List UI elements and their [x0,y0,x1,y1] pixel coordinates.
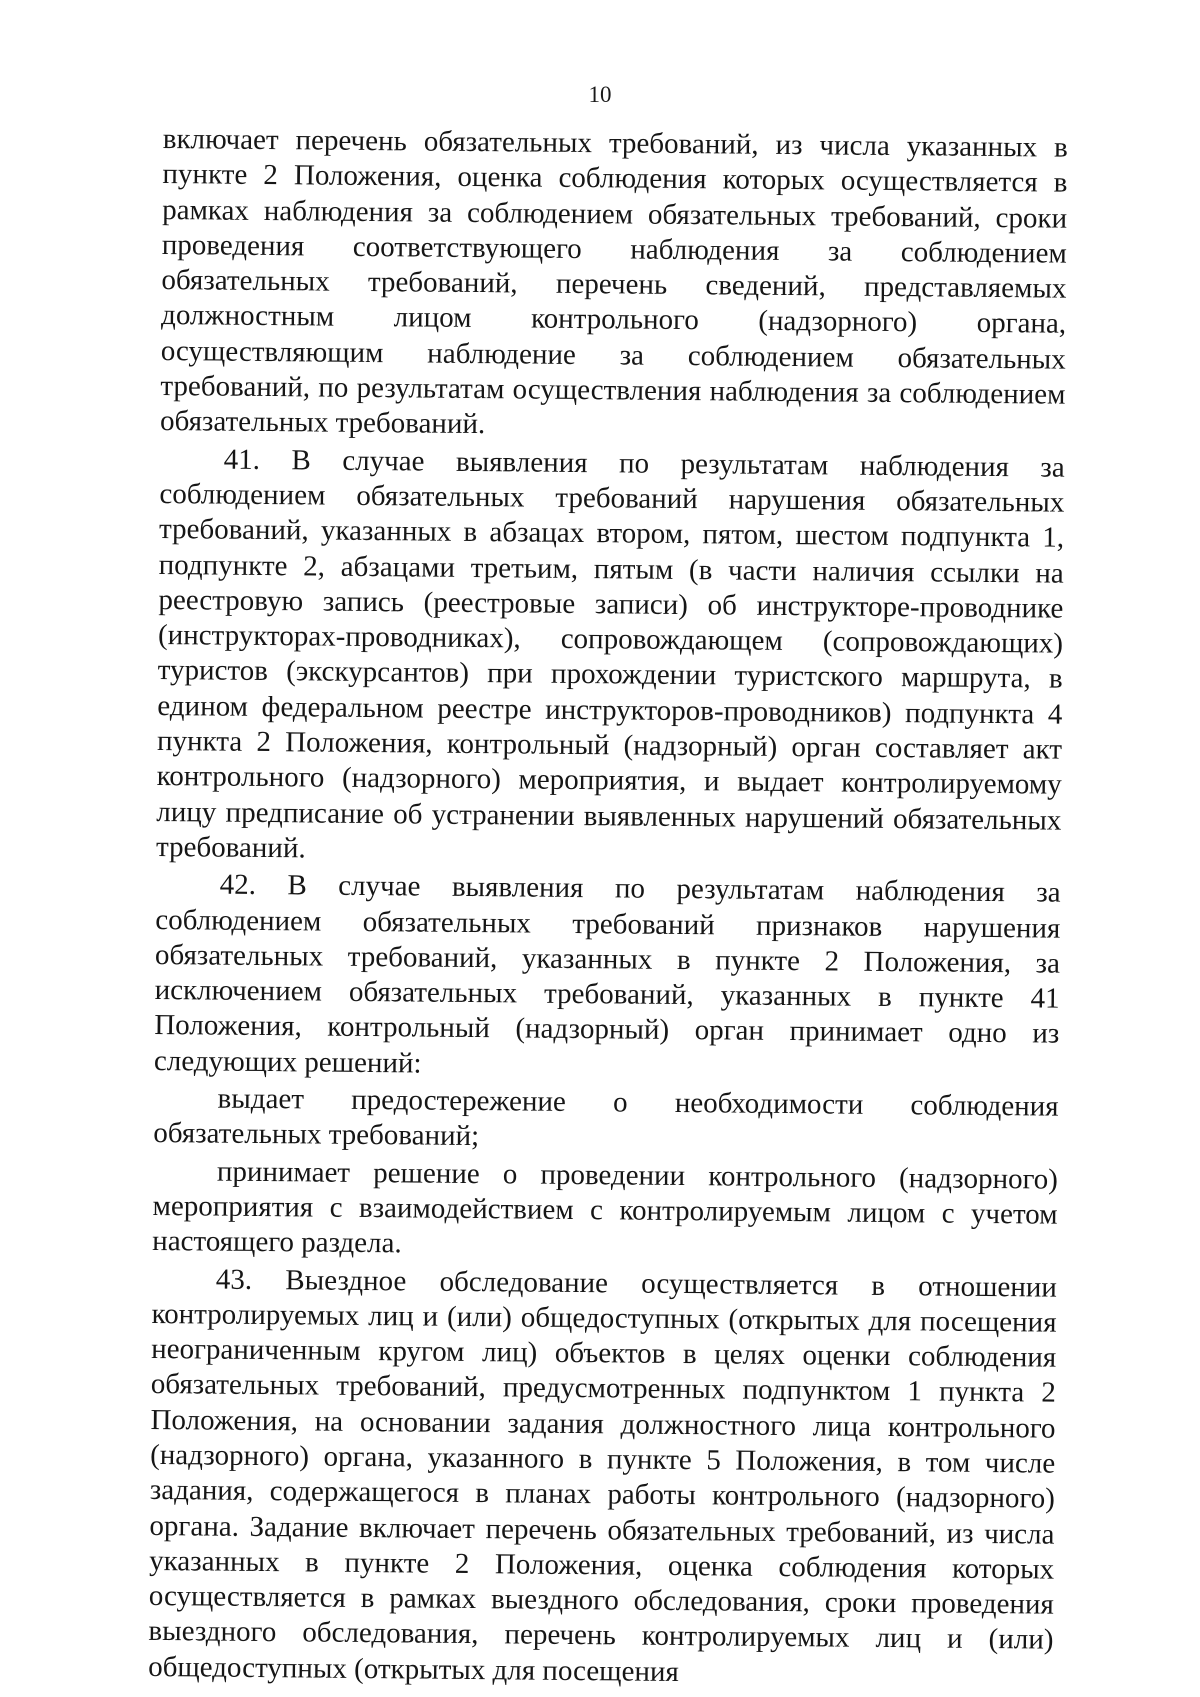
document-body [148,122,1068,1694]
paragraph-42-option-inspection: принимает решение о проведении контрольного (надзорного) мероприятия с взаимодействием с контролируемым лицом с учетом настоящего раздела. [152,1155,1059,1260]
paragraph-42-option-warning: выдает предостережение о необходимости соблюдения обязательных требований; [153,1082,1059,1153]
paragraph-43: 43. Выездное обследование осуществляется в отношении контролируемых лиц и (или) общедоступных (открытых для посещения неограниченным кругом лиц) объектов в целях оценки соблюдения обязательных требований, предусмотренных подпунктом 1 пункта 2 Положения, на основании задания должностного лица контрольного (надзорного) органа, указанного в пункте 5 Положения, в том числе задания, содержащегося в планах работы контрольного (надзорного) органа. Задание включает перечень обязательных требований, из числа указанных в пункте 2 Положения, оценка соблюдения которых осуществляется в рамках выездного обследования, сроки проведения выездного обследования, перечень контролируемых лиц и (или) общедоступных (открытых для посещения [148,1263,1058,1688]
paragraph-42: 42. В случае выявления по результатам наблюдения за соблюдением обязательных требований признаков нарушения обязательных требований, указанных в пункте 2 Положения, за исключением обязательных требований, указанных в пункте 41 Положения, контрольный (надзорный) орган принимает одно из следующих решений: [153,868,1061,1080]
paragraph-continuation: включает перечень обязательных требований, из числа указанных в пункте 2 Положения, оценка соблюдения которых осуществляется в рамках наблюдения за соблюдением обязательных требований, сроки проведения соответствующего наблюдения за соблюдением обязательных требований, перечень сведений, представляемых должностным лицом контрольного (надзорного) органа, осуществляющим наблюдение за соблюдением обязательных требований, по результатам осуществления наблюдения за соблюдением обязательных требований. [159,122,1068,441]
paragraph-41: 41. В случае выявления по результатам наблюдения за соблюдением обязательных требований нарушения обязательных требований, указанных в абзацах втором, пятом, шестом подпункта 1, подпункте 2, абзацами третьим, пятым (в части наличия ссылки на реестровую запись (реестровые записи) об инструкторе-проводнике (инструкторах-проводниках), сопровождающем (сопровождающих) туристов (экскурсантов) при прохождении туристского маршрута, в едином федеральном реестре инструкторов-проводников) подпункта 4 пункта 2 Положения, контрольный (надзорный) орган составляет акт контрольного (надзорного) мероприятия, и выдает контролируемому лицу предписание об устранении выявленных нарушений обязательных требований. [155,443,1065,865]
page-number: 10 [588,82,612,107]
